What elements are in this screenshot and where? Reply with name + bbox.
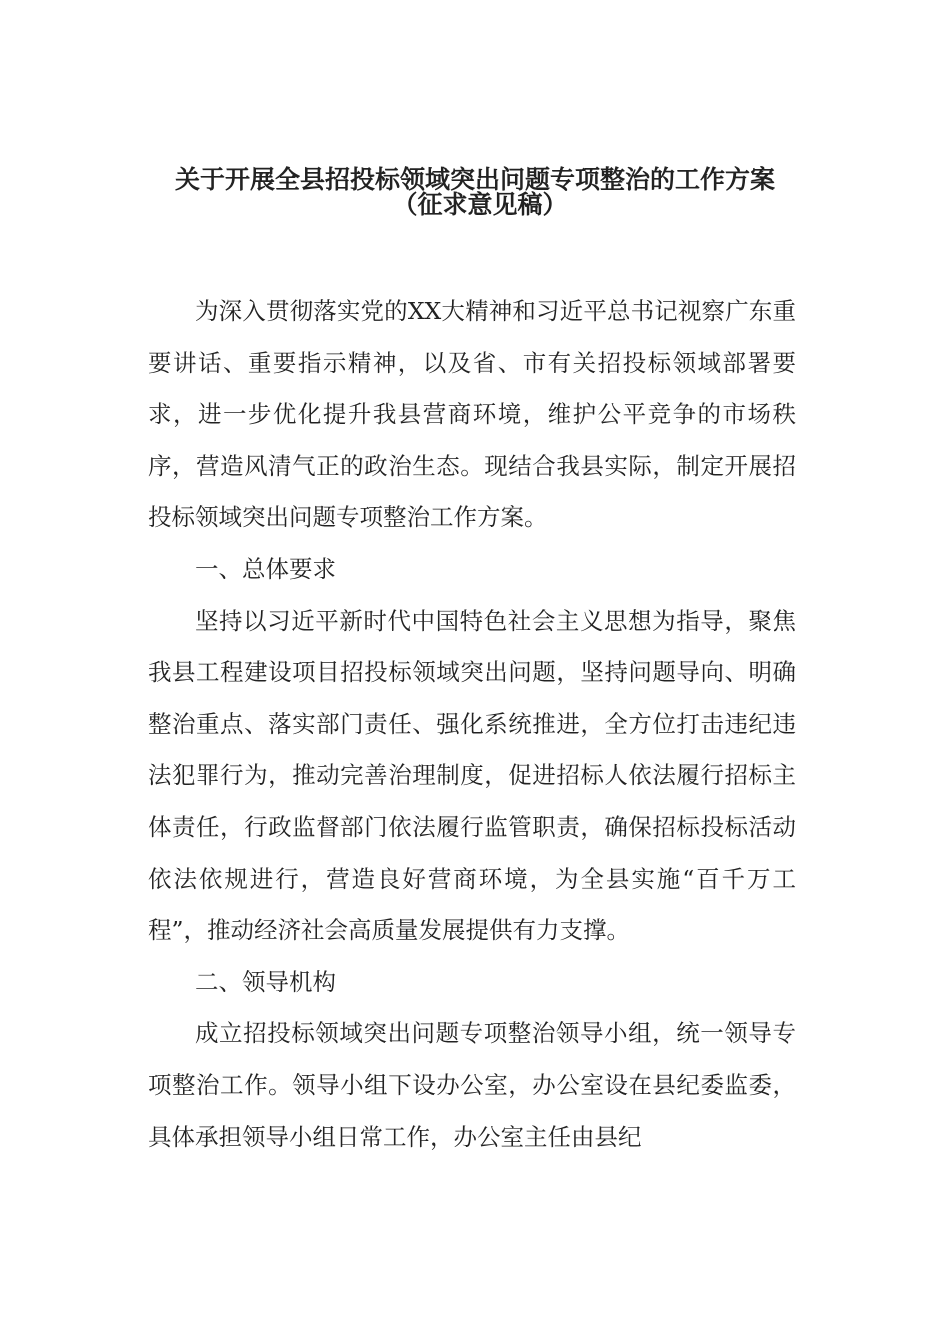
section-heading: 一、总体要求: [195, 554, 336, 583]
document-body: [148, 286, 796, 1163]
section-paragraph: 成立招投标领域突出问题专项整治领导小组，统一领导专项整治工作。领导小组下设办公室，办公室设在县纪委监委，具体承担领导小组日常工作，办公室主任由县纪: [148, 1019, 796, 1151]
document-title: 关于开展全县招投标领域突出问题专项整治的工作方案: [174, 165, 775, 194]
document-subtitle: （征求意见稿）: [392, 190, 568, 219]
section-paragraph: 坚持以习近平新时代中国特色社会主义思想为指导，聚焦我县工程建设项目招投标领域突出问题，坚持问题导向、明确整治重点、落实部门责任、强化系统推进，全方位打击违纪违法犯罪行为，推动完善治理制度，促进招标人依法履行招标主体责任，行政监督部门依法履行监管职责，确保招标投标活动依法依规进行，营造良好营商环境，为全县实施“百千万工程”，推动经济社会高质量发展提供有力支撑。: [148, 606, 796, 945]
section-heading: 二、领导机构: [195, 967, 336, 996]
intro-paragraph: 为深入贯彻落实党的XX大精神和习近平总书记视察广东重要讲话、重要指示精神，以及省、市有关招投标领域部署要求，进一步优化提升我县营商环境，维护公平竞争的市场秩序，营造风清气正的政治生态。现结合我县实际，制定开展招投标领域突出问题专项整治工作方案。: [148, 297, 796, 532]
